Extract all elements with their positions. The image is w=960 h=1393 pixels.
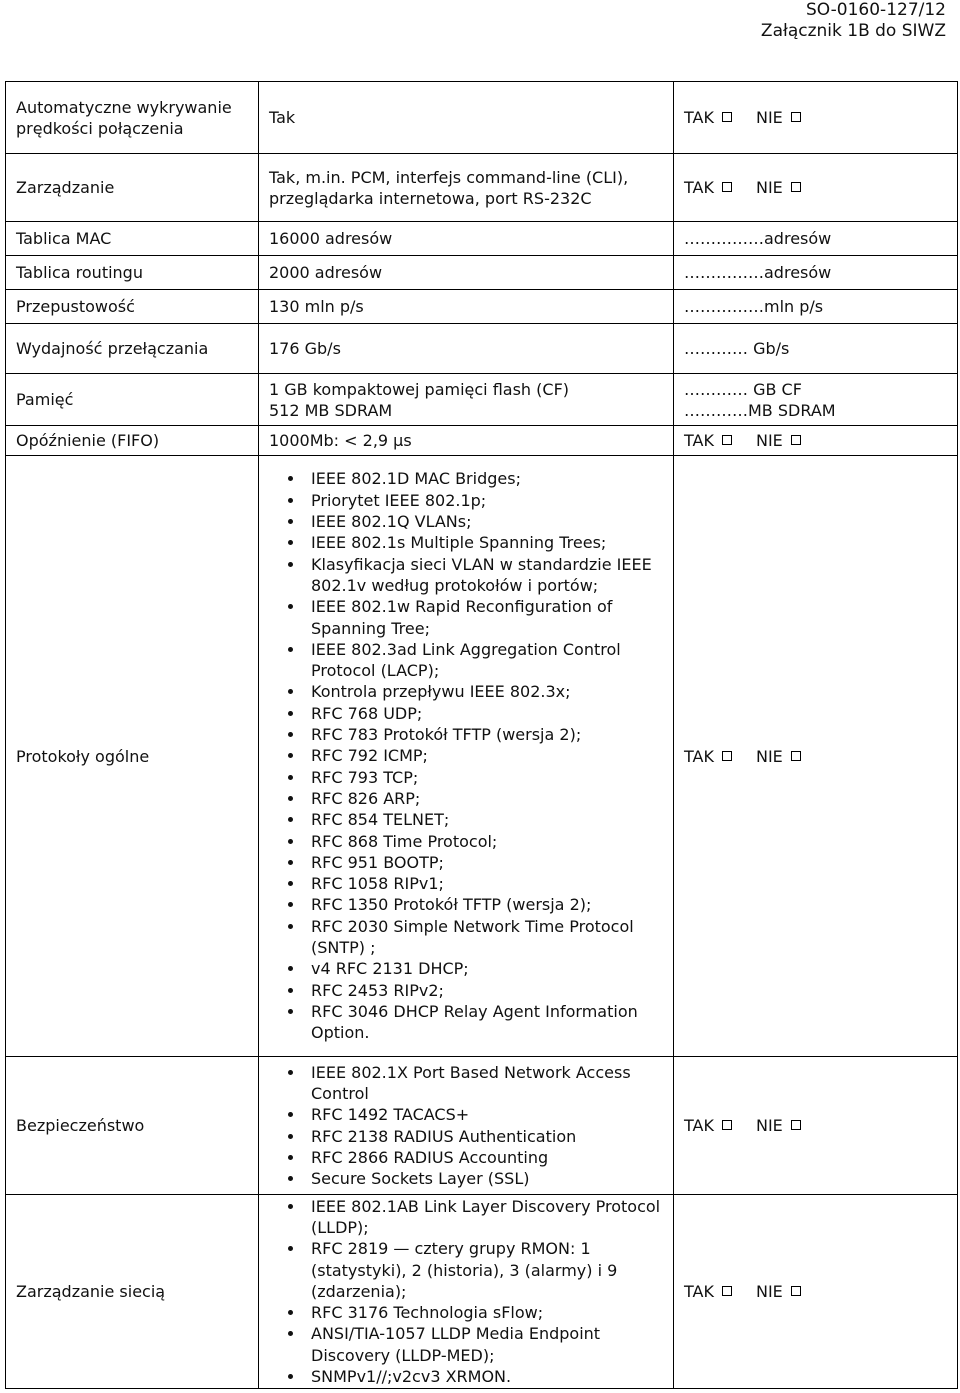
row-value bbox=[259, 1057, 674, 1195]
list-item: • RFC 768 UDP; bbox=[305, 703, 665, 724]
table-row bbox=[6, 1195, 958, 1389]
security-list bbox=[269, 1062, 665, 1190]
document-header bbox=[761, 0, 946, 42]
list-item: • RFC 1350 Protokół TFTP (wersja 2); bbox=[305, 894, 665, 915]
row-value: Tak, m.in. PCM, interfejs command-line (CLI), przeglądarka internetowa, port RS-232C bbox=[259, 154, 674, 222]
yes-no-choice: TAK NIE bbox=[674, 456, 958, 1057]
attachment-label: Załącznik 1B do SIWZ bbox=[760, 21, 946, 41]
row-label: Bezpieczeństwo bbox=[6, 1057, 259, 1195]
yes-checkbox[interactable] bbox=[722, 435, 732, 445]
no-checkbox[interactable] bbox=[791, 1120, 801, 1130]
row-value bbox=[259, 1195, 674, 1389]
row-value bbox=[259, 456, 674, 1057]
row-label: Zarządzanie siecią bbox=[6, 1195, 259, 1389]
list-item: • RFC 3046 DHCP Relay Agent Information Option. bbox=[305, 1001, 665, 1044]
specification-table bbox=[5, 81, 958, 1389]
list-item: • RFC 792 ICMP; bbox=[305, 745, 665, 766]
yes-no-choice: TAK NIE bbox=[674, 82, 958, 154]
list-item: • IEEE 802.1AB Link Layer Discovery Protocol (LLDP); bbox=[305, 1196, 665, 1239]
list-item: • RFC 2453 RIPv2; bbox=[305, 980, 665, 1001]
yes-no-choice: TAK NIE bbox=[674, 1057, 958, 1195]
list-item: • IEEE 802.1s Multiple Spanning Trees; bbox=[305, 532, 665, 553]
list-item: • IEEE 802.1w Rapid Reconfiguration of Spanning Tree; bbox=[305, 596, 665, 639]
table-row bbox=[6, 256, 958, 290]
row-label: Przepustowość bbox=[6, 290, 259, 324]
yes-no-choice: TAK NIE bbox=[674, 426, 958, 456]
list-item: • SNMPv1//;v2cv3 XRMON. bbox=[305, 1366, 665, 1387]
value-line: 1 GB kompaktowej pamięci flash (CF) bbox=[269, 379, 570, 399]
document-reference: SO-0160-127/12 bbox=[806, 0, 946, 20]
list-item: • RFC 1058 RIPv1; bbox=[305, 873, 665, 894]
row-value: 1000Mb: < 2,9 µs bbox=[259, 426, 674, 456]
value-line: 512 MB SDRAM bbox=[269, 400, 393, 420]
answer-field[interactable]: ……………adresów bbox=[674, 222, 958, 256]
list-item: • RFC 826 ARP; bbox=[305, 788, 665, 809]
no-checkbox[interactable] bbox=[791, 1286, 801, 1296]
answer-field[interactable]: ……………mln p/s bbox=[674, 290, 958, 324]
list-item: • IEEE 802.1D MAC Bridges; bbox=[305, 468, 665, 489]
list-item: • RFC 2138 RADIUS Authentication bbox=[305, 1126, 665, 1147]
yes-no-choice: TAK NIE bbox=[674, 1195, 958, 1389]
no-checkbox[interactable] bbox=[791, 751, 801, 761]
list-item: • IEEE 802.3ad Link Aggregation Control Protocol (LACP); bbox=[305, 639, 665, 682]
row-value: 176 Gb/s bbox=[259, 324, 674, 374]
list-item: • Secure Sockets Layer (SSL) bbox=[305, 1168, 665, 1189]
list-item: • ANSI/TIA-1057 LLDP Media Endpoint Discovery (LLDP-MED); bbox=[305, 1323, 665, 1366]
no-checkbox[interactable] bbox=[791, 182, 801, 192]
list-item: • IEEE 802.1X Port Based Network Access Control bbox=[305, 1062, 665, 1105]
list-item: • RFC 951 BOOTP; bbox=[305, 852, 665, 873]
row-label: Pamięć bbox=[6, 374, 259, 426]
row-value: 16000 adresów bbox=[259, 222, 674, 256]
list-item: • RFC 793 TCP; bbox=[305, 767, 665, 788]
row-label: Wydajność przełączania bbox=[6, 324, 259, 374]
yes-checkbox[interactable] bbox=[722, 751, 732, 761]
list-item: • RFC 854 TELNET; bbox=[305, 809, 665, 830]
list-item: • RFC 1492 TACACS+ bbox=[305, 1104, 665, 1125]
table-row bbox=[6, 456, 958, 1057]
row-value: Tak bbox=[259, 82, 674, 154]
list-item: • v4 RFC 2131 DHCP; bbox=[305, 958, 665, 979]
answer-field[interactable] bbox=[674, 374, 958, 426]
table-row bbox=[6, 154, 958, 222]
row-label: Tablica routingu bbox=[6, 256, 259, 290]
list-item: • RFC 2030 Simple Network Time Protocol (SNTP) ; bbox=[305, 916, 665, 959]
answer-field[interactable]: ……………adresów bbox=[674, 256, 958, 290]
list-item: • RFC 868 Time Protocol; bbox=[305, 831, 665, 852]
list-item: • Priorytet IEEE 802.1p; bbox=[305, 490, 665, 511]
protocol-list bbox=[269, 468, 665, 1043]
list-item: • RFC 3176 Technologia sFlow; bbox=[305, 1302, 665, 1323]
row-label: Opóźnienie (FIFO) bbox=[6, 426, 259, 456]
answer-field[interactable]: ………… Gb/s bbox=[674, 324, 958, 374]
network-management-list bbox=[269, 1196, 665, 1388]
row-value: 2000 adresów bbox=[259, 256, 674, 290]
list-item: • RFC 2819 — cztery grupy RMON: 1 (statystyki), 2 (historia), 3 (alarmy) i 9 (zdarzenia); bbox=[305, 1238, 665, 1302]
list-item: • Klasyfikacja sieci VLAN w standardzie IEEE 802.1v według protokołów i portów; bbox=[305, 554, 665, 597]
yes-no-choice: TAK NIE bbox=[674, 154, 958, 222]
yes-checkbox[interactable] bbox=[722, 1120, 732, 1130]
answer-line: ………… GB CF bbox=[684, 379, 802, 399]
row-label: Automatyczne wykrywanie prędkości połączenia bbox=[6, 82, 259, 154]
list-item: • RFC 783 Protokół TFTP (wersja 2); bbox=[305, 724, 665, 745]
yes-checkbox[interactable] bbox=[722, 1286, 732, 1296]
list-item: • RFC 2866 RADIUS Accounting bbox=[305, 1147, 665, 1168]
row-label: Tablica MAC bbox=[6, 222, 259, 256]
yes-checkbox[interactable] bbox=[722, 112, 732, 122]
row-value: 130 mln p/s bbox=[259, 290, 674, 324]
table-row bbox=[6, 1057, 958, 1195]
list-item: • Kontrola przepływu IEEE 802.3x; bbox=[305, 681, 665, 702]
table-row bbox=[6, 324, 958, 374]
table-row bbox=[6, 222, 958, 256]
list-item: • IEEE 802.1Q VLANs; bbox=[305, 511, 665, 532]
no-checkbox[interactable] bbox=[791, 112, 801, 122]
row-label: Zarządzanie bbox=[6, 154, 259, 222]
row-value bbox=[259, 374, 674, 426]
yes-checkbox[interactable] bbox=[722, 182, 732, 192]
table-row bbox=[6, 374, 958, 426]
row-label: Protokoły ogólne bbox=[6, 456, 259, 1057]
table-row bbox=[6, 82, 958, 154]
answer-line: …………MB SDRAM bbox=[684, 400, 836, 420]
table-row bbox=[6, 290, 958, 324]
no-checkbox[interactable] bbox=[791, 435, 801, 445]
table-row bbox=[6, 426, 958, 456]
